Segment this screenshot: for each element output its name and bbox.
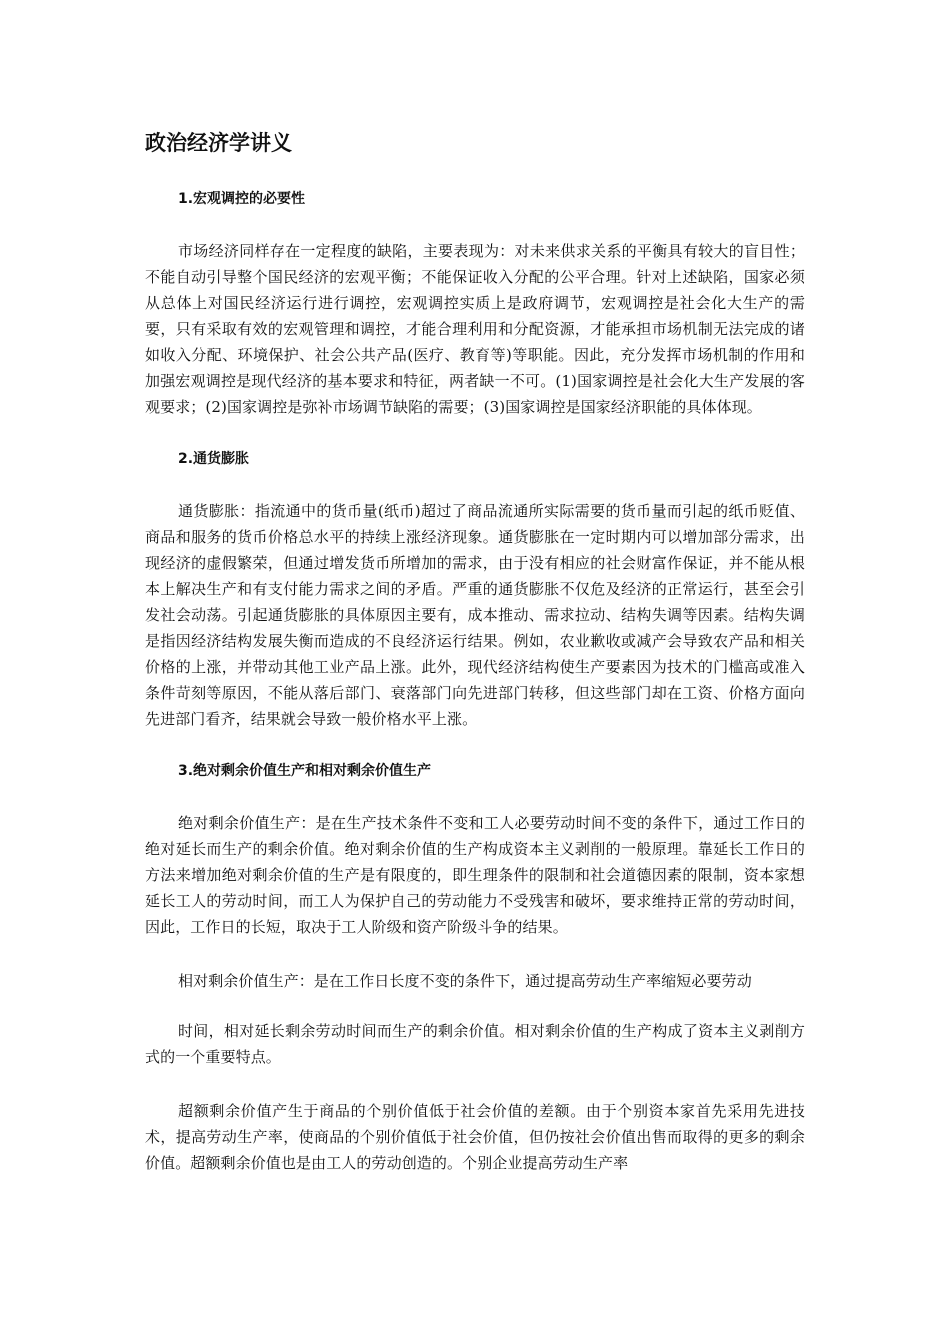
- section-macro-control: [145, 188, 805, 420]
- section-heading: 3.绝对剩余价值生产和相对剩余价值生产: [178, 763, 432, 779]
- document-title: 政治经济学讲义: [145, 131, 292, 155]
- paragraph: 时间，相对延长剩余劳动时间而生产的剩余价值。相对剩余价值的生产构成了资本主义剥削方式的一个重要特点。: [145, 1022, 805, 1066]
- paragraph: 绝对剩余价值生产：是在生产技术条件不变和工人必要劳动时间不变的条件下，通过工作日的绝对延长而生产的剩余价值。绝对剩余价值的生产构成资本主义剥削的一般原理。靠延长工作日的方法来增加绝对剩余价值的生产是有限度的，即生理条件的限制和社会道德因素的限制，资本家想延长工人的劳动时间，而工人为保护自己的劳动能力不受残害和破坏，要求维持正常的劳动时间，因此，工作日的长短，取决于工人阶级和资产阶级斗争的结果。: [145, 814, 805, 936]
- section-heading: 1.宏观调控的必要性: [178, 191, 306, 207]
- section-surplus-value: [145, 760, 805, 1176]
- section-inflation: [145, 448, 805, 732]
- paragraph: 通货膨胀：指流通中的货币量(纸币)超过了商品流通所实际需要的货币量而引起的纸币贬值、商品和服务的货币价格总水平的持续上涨经济现象。通货膨胀在一定时期内可以增加部分需求，出现经济的虚假繁荣，但通过增发货币所增加的需求，由于没有相应的社会财富作保证，并不能从根本上解决生产和有支付能力需求之间的矛盾。严重的通货膨胀不仅危及经济的正常运行，甚至会引发社会动荡。引起通货膨胀的具体原因主要有，成本推动、需求拉动、结构失调等因素。结构失调是指因经济结构发展失衡而造成的不良经济运行结果。例如，农业歉收或减产会导致农产品和相关价格的上涨，并带动其他工业产品上涨。此外，现代经济结构使生产要素因为技术的门槛高或准入条件苛刻等原因，不能从落后部门、衰落部门向先进部门转移，但这些部门却在工资、价格方面向先进部门看齐，结果就会导致一般价格水平上涨。: [145, 502, 805, 728]
- section-heading: 2.通货膨胀: [178, 451, 250, 467]
- paragraph: 相对剩余价值生产：是在工作日长度不变的条件下，通过提高劳动生产率缩短必要劳动: [178, 972, 752, 990]
- paragraph: 市场经济同样存在一定程度的缺陷，主要表现为：对未来供求关系的平衡具有较大的盲目性；不能自动引导整个国民经济的宏观平衡；不能保证收入分配的公平合理。针对上述缺陷，国家必须从总体上对国民经济运行进行调控，宏观调控实质上是政府调节，宏观调控是社会化大生产的需要，只有采取有效的宏观管理和调控，才能合理利用和分配资源，才能承担市场机制无法完成的诸如收入分配、环境保护、社会公共产品(医疗、教育等)等职能。因此，充分发挥市场机制的作用和加强宏观调控是现代经济的基本要求和特征，两者缺一不可。(1)国家调控是社会化大生产发展的客观要求；(2)国家调控是弥补市场调节缺陷的需要；(3)国家调控是国家经济职能的具体体现。: [145, 242, 805, 416]
- document-page: [145, 128, 805, 1204]
- paragraph: 超额剩余价值产生于商品的个别价值低于社会价值的差额。由于个别资本家首先采用先进技术，提高劳动生产率，使商品的个别价值低于社会价值，但仍按社会价值出售而取得的更多的剩余价值。超额剩余价值也是由工人的劳动创造的。个别企业提高劳动生产率: [145, 1102, 805, 1172]
